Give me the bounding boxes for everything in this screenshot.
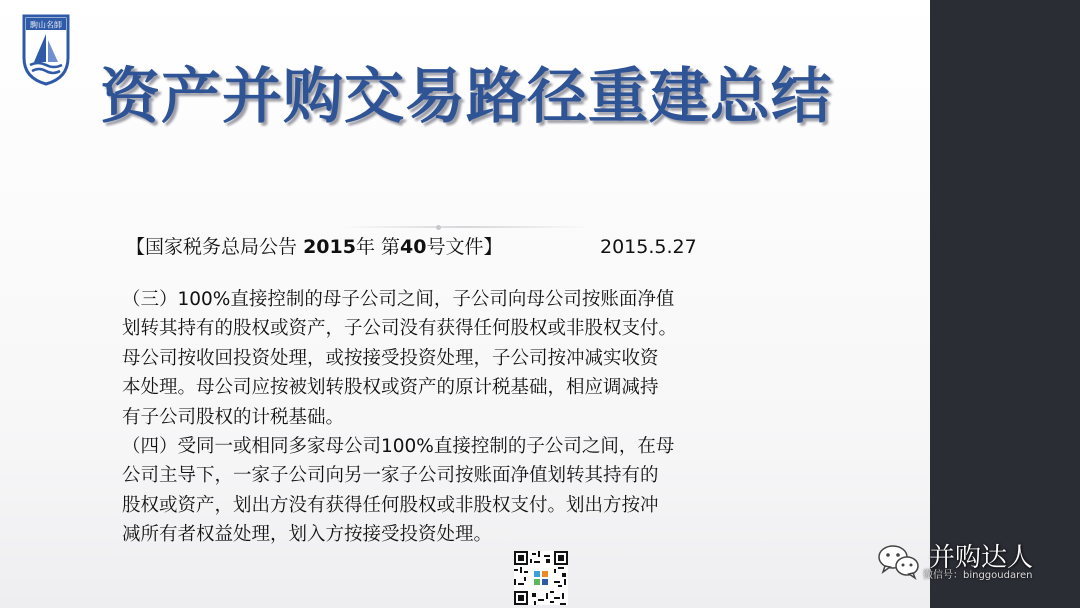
- wechat-watermark: [877, 540, 1072, 600]
- body-line: （四）受同一或相同多家母公司100%直接控制的子公司之间，在母: [122, 436, 675, 458]
- body-line: 本处理。母公司应按被划转股权或资产的原计税基础，相应调减持: [122, 377, 659, 399]
- bracket-close: 】: [483, 236, 503, 258]
- header-part1: 国家税务总局公告: [145, 236, 304, 258]
- divider-dot: [436, 225, 441, 230]
- shield-icon: [22, 14, 70, 86]
- divider: [340, 226, 590, 228]
- school-logo: [22, 14, 70, 86]
- wechat-id: 微信号：binggoudaren: [923, 570, 1033, 581]
- header-part2: 年 第: [355, 236, 400, 258]
- header-year: 2015: [303, 236, 356, 258]
- body-line: 划转其持有的股权或资产，子公司没有获得任何股权或非股权支付。: [122, 318, 678, 340]
- qr-code: [514, 551, 568, 605]
- bracket-open: 【: [126, 236, 146, 258]
- body-line: 减所有者权益处理，划入方按接受投资处理。: [122, 524, 493, 546]
- wechat-icon: [877, 542, 921, 580]
- sidebar-panel: [930, 0, 1080, 608]
- wechat-account-name: 并购达人: [929, 543, 1034, 573]
- header-part3: 号文件: [426, 236, 484, 258]
- header-number: 40: [400, 236, 427, 258]
- body-text: [122, 285, 802, 550]
- body-line: （三）100%直接控制的母子公司之间，子公司向母公司按账面净值: [122, 289, 675, 310]
- body-line: 母公司按收回投资处理，或按接受投资处理，子公司按冲减实收资: [122, 347, 659, 369]
- body-line: 公司主导下，一家子公司向另一家子公司按账面净值划转其持有的: [122, 465, 659, 487]
- document-reference: [126, 232, 502, 262]
- document-date: 2015.5.27: [600, 236, 697, 258]
- qr-code-icon: [514, 551, 568, 605]
- body-line: 股权或资产，划出方没有获得任何股权或非股权支付。划出方按冲: [122, 494, 659, 516]
- body-line: 有子公司股权的计税基础。: [122, 406, 345, 428]
- logo-text: 駒山名師: [30, 20, 62, 30]
- page-title: 资产并购交易路径重建总结: [100, 62, 832, 132]
